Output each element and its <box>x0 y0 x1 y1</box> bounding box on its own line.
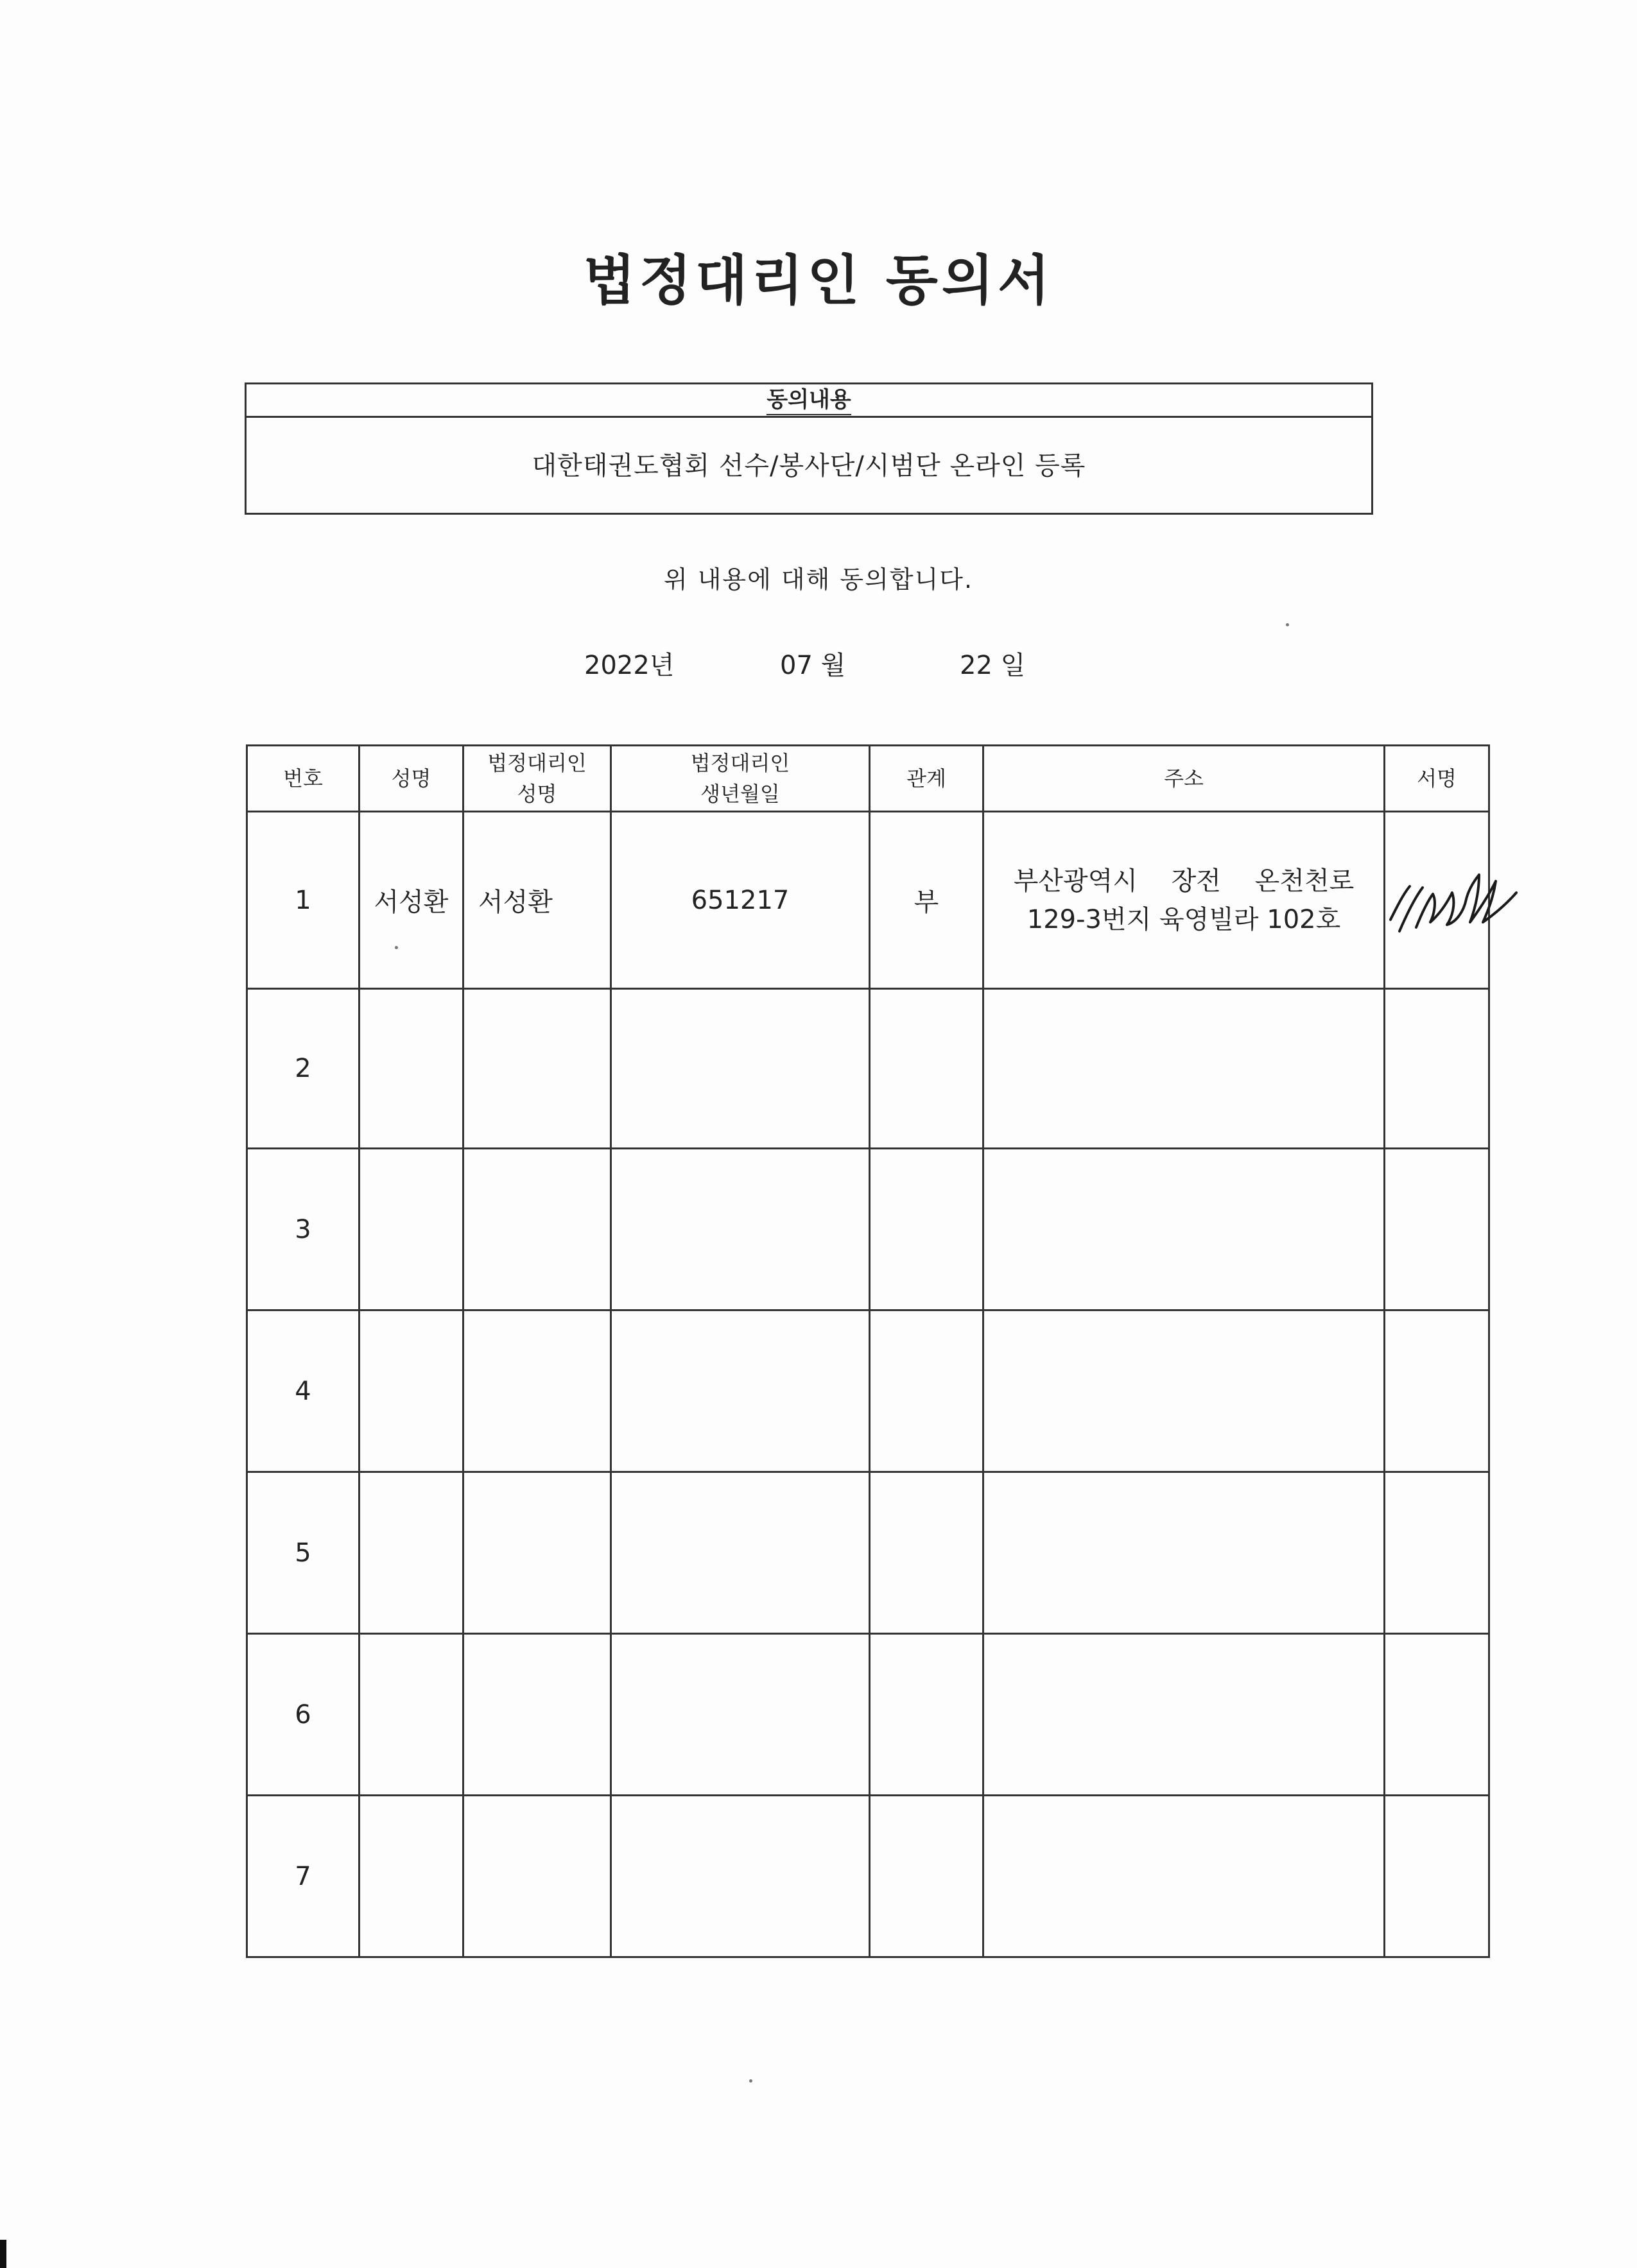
cell-address <box>983 1796 1385 1957</box>
consent-heading-text: 동의내용 <box>767 387 851 415</box>
cell-guardian-name <box>463 1796 611 1957</box>
cell-guardian-name: 서성환 <box>463 812 611 989</box>
cell-guardian-birth <box>611 1634 870 1796</box>
cell-relation <box>870 1149 983 1310</box>
agree-statement: 위 내용에 대해 동의합니다. <box>663 565 974 594</box>
cell-relation <box>870 1310 983 1472</box>
cell-signature <box>1385 1149 1489 1310</box>
cell-signature <box>1385 1634 1489 1796</box>
header-guardian-name-line1: 법정대리인 <box>487 751 587 775</box>
table-row <box>247 1472 1489 1634</box>
header-address: 주소 <box>983 746 1385 812</box>
cell-guardian-name <box>463 1310 611 1472</box>
cell-address <box>983 1634 1385 1796</box>
scan-speck <box>749 2079 752 2083</box>
table-row <box>247 989 1489 1149</box>
table-header-row <box>247 746 1489 812</box>
document-title: 법정대리인 동의서 <box>583 249 1054 312</box>
table-row <box>247 1796 1489 1957</box>
address-line2: 129-3번지 육영빌라 102호 <box>1026 904 1341 934</box>
cell-no: 6 <box>247 1634 359 1796</box>
cell-guardian-birth: 651217 <box>611 812 870 989</box>
scan-speck <box>395 946 398 949</box>
consent-content: 대한태권도협회 선수/봉사단/시범단 온라인 등록 <box>532 451 1086 481</box>
cell-name <box>359 1149 463 1310</box>
cell-address <box>983 812 1385 989</box>
cell-guardian-birth <box>611 1149 870 1310</box>
header-signature: 서명 <box>1385 746 1489 812</box>
cell-signature <box>1385 1796 1489 1957</box>
date-day: 22 일 <box>960 651 1026 680</box>
guardian-table <box>246 744 1490 1958</box>
cell-relation <box>870 1472 983 1634</box>
cell-name <box>359 1634 463 1796</box>
header-name: 성명 <box>359 746 463 812</box>
cell-signature <box>1385 812 1489 989</box>
header-guardian-birth-line1: 법정대리인 <box>690 751 790 775</box>
cell-no: 4 <box>247 1310 359 1472</box>
header-guardian-name <box>463 746 611 812</box>
cell-address <box>983 989 1385 1149</box>
cell-name <box>359 1472 463 1634</box>
consent-heading <box>247 384 1371 418</box>
header-no: 번호 <box>247 746 359 812</box>
cell-address <box>983 1310 1385 1472</box>
header-guardian-birth-line2: 생년월일 <box>700 782 780 806</box>
cell-guardian-name <box>463 989 611 1149</box>
scan-speck <box>1286 623 1289 626</box>
table-row <box>247 1634 1489 1796</box>
table-row <box>247 1310 1489 1472</box>
cell-relation: 부 <box>870 812 983 989</box>
date-year: 2022년 <box>584 651 675 680</box>
cell-guardian-birth <box>611 1310 870 1472</box>
cell-guardian-name <box>463 1149 611 1310</box>
cell-signature <box>1385 1310 1489 1472</box>
address-line1: 부산광역시 장전 온천천로 <box>1013 866 1355 896</box>
date-month: 07 월 <box>780 651 846 680</box>
cell-relation <box>870 989 983 1149</box>
header-guardian-birth <box>611 746 870 812</box>
cell-no: 2 <box>247 989 359 1149</box>
header-relation: 관계 <box>870 746 983 812</box>
cell-signature <box>1385 989 1489 1149</box>
cell-no: 5 <box>247 1472 359 1634</box>
cell-signature <box>1385 1472 1489 1634</box>
scan-edge-mark <box>0 2240 6 2268</box>
cell-guardian-name <box>463 1472 611 1634</box>
cell-address <box>983 1472 1385 1634</box>
handwritten-signature <box>1385 855 1520 945</box>
cell-guardian-birth <box>611 1796 870 1957</box>
cell-name: 서성환 <box>359 812 463 989</box>
cell-no: 3 <box>247 1149 359 1310</box>
table-row <box>247 1149 1489 1310</box>
cell-guardian-name <box>463 1634 611 1796</box>
consent-box <box>245 382 1373 515</box>
cell-no: 1 <box>247 812 359 989</box>
cell-no: 7 <box>247 1796 359 1957</box>
cell-name <box>359 1796 463 1957</box>
cell-name <box>359 989 463 1149</box>
table-row <box>247 812 1489 989</box>
cell-guardian-birth <box>611 989 870 1149</box>
cell-relation <box>870 1634 983 1796</box>
cell-name <box>359 1310 463 1472</box>
cell-address <box>983 1149 1385 1310</box>
header-guardian-name-line2: 성명 <box>517 782 557 806</box>
cell-guardian-birth <box>611 1472 870 1634</box>
cell-relation <box>870 1796 983 1957</box>
